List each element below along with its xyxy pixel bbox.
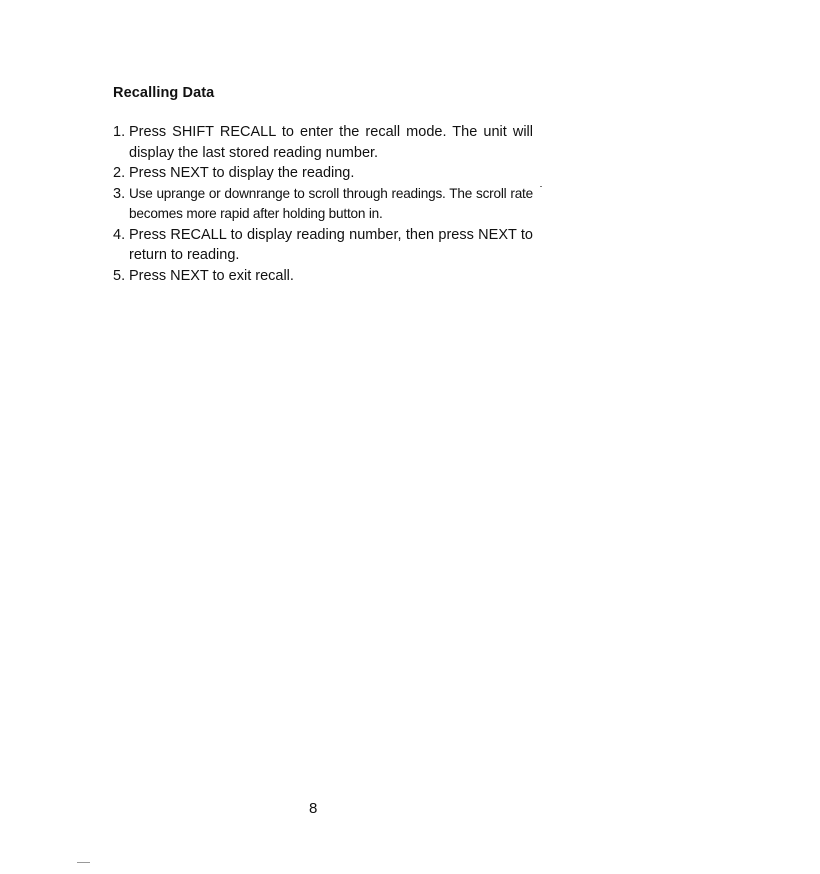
step-item <box>113 163 533 184</box>
scan-speck <box>540 186 542 187</box>
scan-line-mark <box>77 862 90 863</box>
step-number: 3. <box>113 185 126 202</box>
step-text: Use uprange or downrange to scroll through readings. The scroll rate becomes more rapid after holding button in. <box>129 185 533 221</box>
step-text: Press NEXT to exit recall. <box>129 267 294 284</box>
step-item <box>113 225 533 266</box>
step-text: Press NEXT to display the reading. <box>129 165 355 181</box>
step-text: Press SHIFT RECALL to enter the recall mode. The unit will display the last stored reading number. <box>129 124 533 161</box>
step-item <box>113 184 533 225</box>
step-item <box>113 266 533 287</box>
step-text: Press RECALL to display reading number, then press NEXT to return to reading. <box>129 226 533 263</box>
recall-steps-list <box>113 122 533 286</box>
step-item <box>113 122 533 163</box>
step-number: 2. <box>113 165 126 181</box>
section-heading: Recalling Data <box>113 85 215 101</box>
step-number: 4. <box>113 226 126 243</box>
page-number: 8 <box>309 800 318 817</box>
step-number: 5. <box>113 267 126 284</box>
step-number: 1. <box>113 124 126 140</box>
